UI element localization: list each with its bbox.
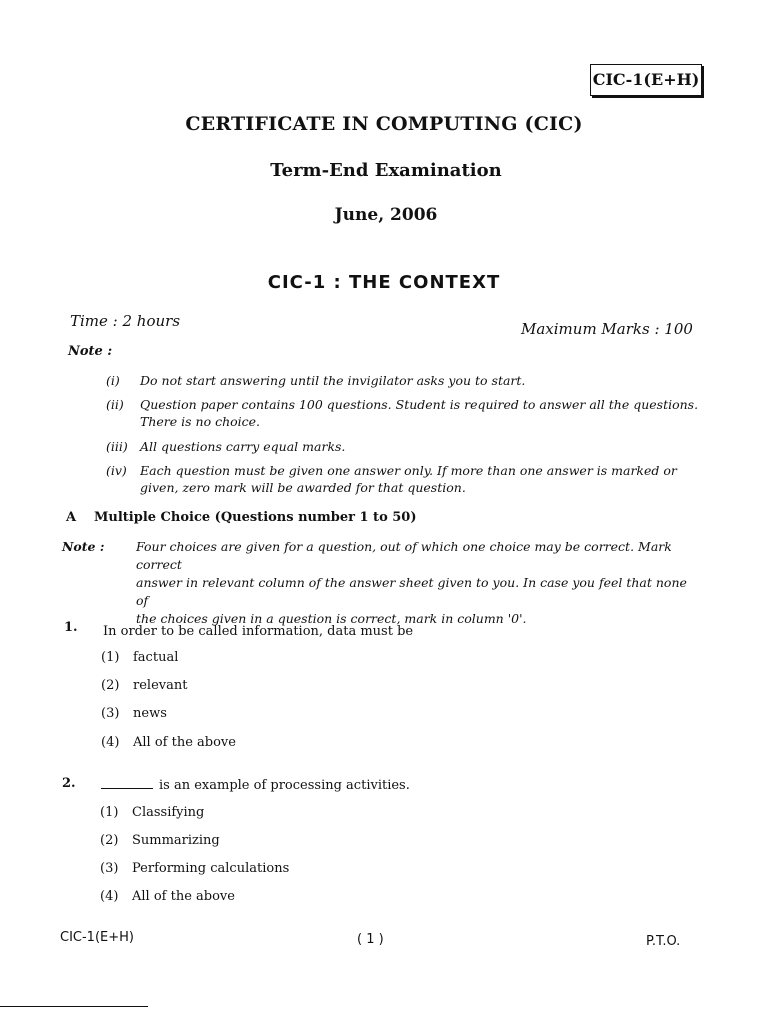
option-text: Summarizing	[132, 833, 220, 848]
question-text: is an example of processing activities.	[159, 778, 410, 793]
option-text: Classifying	[132, 805, 205, 820]
note-label: Note :	[68, 344, 113, 359]
note-line: There is no choice.	[140, 414, 261, 429]
note-item-number: (iii)	[106, 439, 128, 454]
note-item-text	[140, 462, 700, 496]
section-note-line: answer in relevant column of the answer sheet given to you. In case you feel that none of	[136, 575, 687, 608]
note-line: given, zero mark will be awarded for that question.	[140, 480, 466, 495]
option-text: Performing calculations	[132, 861, 290, 876]
note-item-text	[140, 396, 700, 430]
option-number: (3)	[100, 861, 119, 876]
note-line: All questions carry equal marks.	[140, 439, 346, 454]
question-number: 1.	[64, 620, 78, 635]
note-item-text	[140, 372, 700, 389]
note-item-text	[140, 438, 700, 455]
bottom-rule	[0, 1006, 148, 1007]
option-text: relevant	[133, 678, 188, 693]
section-note-label: Note :	[62, 539, 105, 554]
option-number: (1)	[101, 650, 120, 665]
page-number: ( 1 )	[357, 932, 384, 947]
time-allowed: Time : 2 hours	[70, 312, 181, 330]
option-number: (4)	[100, 889, 119, 904]
note-line: Do not start answering until the invigilator asks you to start.	[140, 373, 526, 388]
note-item-number: (i)	[106, 373, 120, 388]
option-text: factual	[133, 650, 179, 665]
maximum-marks: Maximum Marks : 100	[521, 320, 693, 338]
section-note-line: the choices given in a question is correct, mark in column '0'.	[136, 611, 527, 626]
note-item-number: (iv)	[106, 463, 127, 478]
section-note-text	[136, 538, 696, 628]
paper-code-box: CIC-1(E+H)	[590, 64, 702, 96]
option-number: (2)	[100, 833, 119, 848]
section-note-line: Four choices are given for a question, out of which one choice may be correct. Mark correct	[136, 539, 672, 572]
section-letter: A	[66, 510, 77, 525]
note-line: Each question must be given one answer only. If more than one answer is marked or	[140, 463, 677, 478]
option-text: All of the above	[133, 735, 236, 750]
please-turn-over: P.T.O.	[646, 934, 681, 949]
question-text: In order to be called information, data must be	[103, 624, 414, 639]
note-line: Question paper contains 100 questions. Student is required to answer all the questions.	[140, 397, 699, 412]
option-number: (1)	[100, 805, 119, 820]
note-item-number: (ii)	[106, 397, 124, 412]
question-text-with-blank	[101, 778, 410, 793]
footer-paper-code: CIC-1(E+H)	[60, 930, 134, 945]
option-text: All of the above	[132, 889, 235, 904]
exam-date: June, 2006	[334, 205, 438, 225]
section-title: Multiple Choice (Questions number 1 to 50)	[94, 510, 417, 525]
option-number: (4)	[101, 735, 120, 750]
fill-in-blank	[101, 787, 153, 789]
option-number: (3)	[101, 706, 120, 721]
exam-name: Term-End Examination	[270, 160, 502, 181]
paper-title: CIC-1 : THE CONTEXT	[267, 272, 501, 293]
option-text: news	[133, 706, 167, 721]
question-number: 2.	[62, 776, 76, 791]
option-number: (2)	[101, 678, 120, 693]
document-title: CERTIFICATE IN COMPUTING (CIC)	[185, 113, 583, 135]
